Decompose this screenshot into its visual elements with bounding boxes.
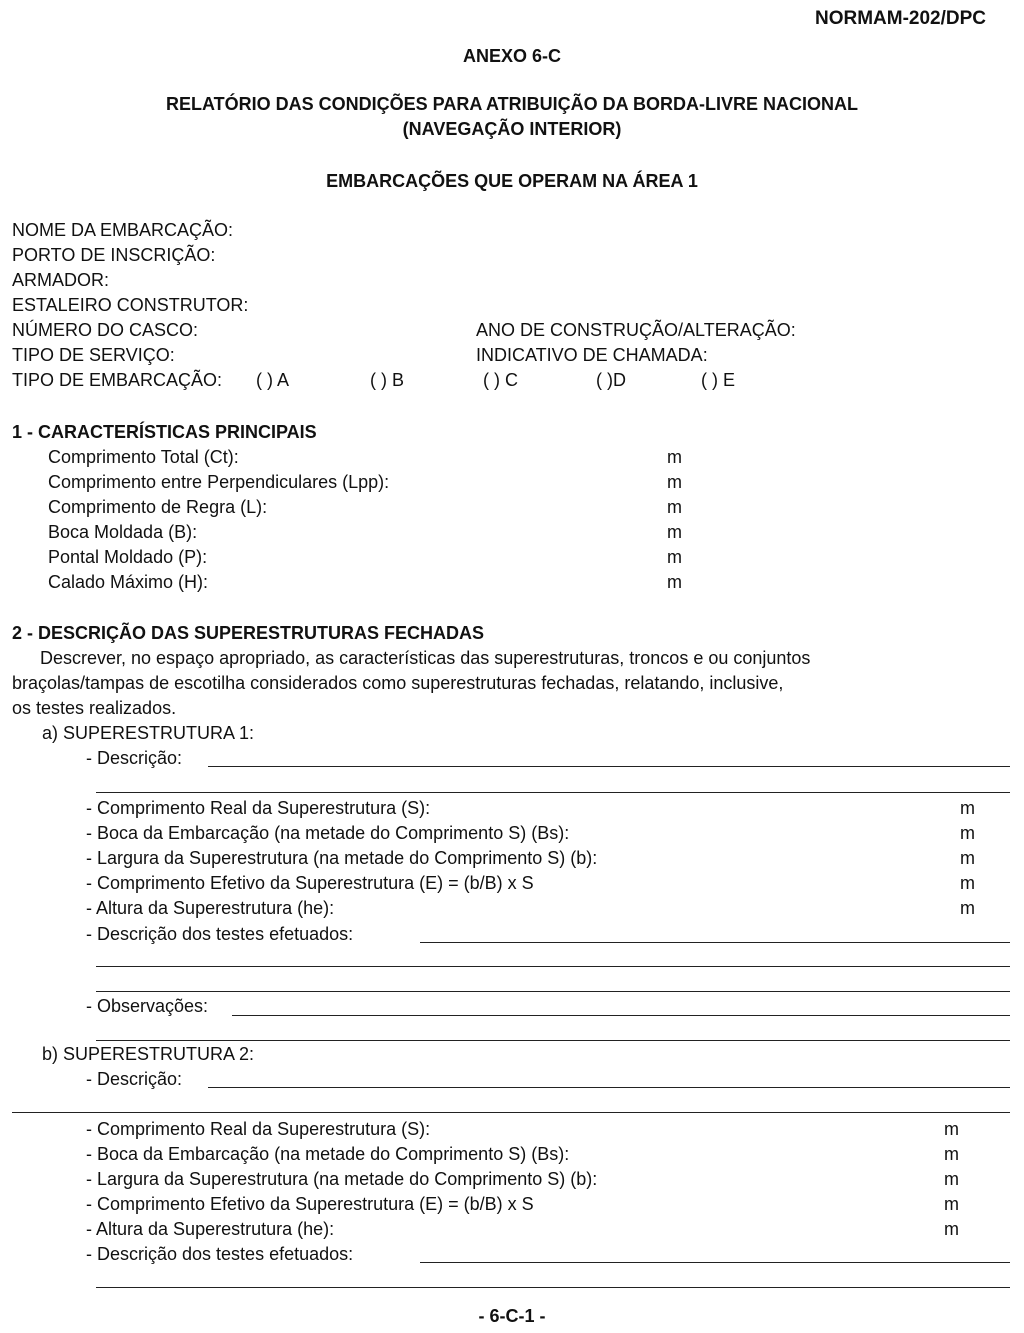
superstructure1-tests-field-3[interactable] <box>96 991 1010 992</box>
superstructure1-measure-label: - Comprimento Efetivo da Superestrutura (E) = (b/B) x S <box>86 873 534 893</box>
characteristic-unit: m <box>667 522 682 542</box>
superstructure2-measure-label: - Comprimento Real da Superestrutura (S): <box>86 1119 431 1139</box>
superstructure1-tests-label: - Descrição dos testes efetuados: <box>86 924 354 944</box>
owner-label: ARMADOR: <box>12 270 110 290</box>
characteristic-label: Comprimento de Regra (L): <box>48 497 268 517</box>
characteristic-unit: m <box>667 447 682 467</box>
superstructure2-tests-label: - Descrição dos testes efetuados: <box>86 1244 354 1264</box>
shipyard-label: ESTALEIRO CONSTRUTOR: <box>12 295 249 315</box>
superstructure2-measure-unit: m <box>944 1144 959 1164</box>
superstructure2-tests-field[interactable] <box>420 1262 1010 1263</box>
superstructure1-tests-field-2[interactable] <box>96 966 1010 967</box>
superstructure1-tests-field[interactable] <box>420 942 1010 943</box>
superstructure2-measure-unit: m <box>944 1169 959 1189</box>
page-number: - 6-C-1 - <box>478 1306 546 1326</box>
build-year-label: ANO DE CONSTRUÇÃO/ALTERAÇÃO: <box>476 320 796 340</box>
characteristic-label: Comprimento Total (Ct): <box>48 447 239 467</box>
characteristic-unit: m <box>667 572 682 592</box>
vessel-type-option-a[interactable]: ( ) A <box>256 370 290 390</box>
superstructure1-title: a) SUPERESTRUTURA 1: <box>42 723 255 743</box>
area-heading: EMBARCAÇÕES QUE OPERAM NA ÁREA 1 <box>326 171 698 191</box>
superstructure2-description-field[interactable] <box>208 1087 1010 1088</box>
document-code: NORMAM-202/DPC <box>814 8 986 29</box>
characteristic-unit: m <box>667 497 682 517</box>
superstructure2-measure-unit: m <box>944 1194 959 1214</box>
characteristic-unit: m <box>667 472 682 492</box>
annex-title: ANEXO 6-C <box>462 46 561 66</box>
superstructure1-measure-unit: m <box>960 898 975 918</box>
superstructure1-measure-label: - Largura da Superestrutura (na metade do Comprimento S) (b): <box>86 848 598 868</box>
hull-number-label: NÚMERO DO CASCO: <box>12 320 199 340</box>
superstructure2-measure-label: - Comprimento Efetivo da Superestrutura (E) = (b/B) x S <box>86 1194 534 1214</box>
superstructure1-observations-field[interactable] <box>232 1015 1010 1016</box>
superstructure1-measure-unit: m <box>960 873 975 893</box>
superstructure1-measure-unit: m <box>960 848 975 868</box>
characteristic-label: Comprimento entre Perpendiculares (Lpp): <box>48 472 390 492</box>
characteristic-unit: m <box>667 547 682 567</box>
characteristic-label: Boca Moldada (B): <box>48 522 198 542</box>
superstructure1-measure-label: - Comprimento Real da Superestrutura (S): <box>86 798 431 818</box>
report-subtitle: (NAVEGAÇÃO INTERIOR) <box>402 119 622 139</box>
vessel-type-option-c[interactable]: ( ) C <box>483 370 518 390</box>
superstructure1-description-label: - Descrição: <box>86 748 183 768</box>
section1-heading: 1 - CARACTERÍSTICAS PRINCIPAIS <box>12 422 317 442</box>
superstructure2-measure-unit: m <box>944 1219 959 1239</box>
superstructure1-measure-label: - Altura da Superestrutura (he): <box>86 898 335 918</box>
superstructure2-measure-unit: m <box>944 1119 959 1139</box>
section2-intro-line3: os testes realizados. <box>12 698 177 718</box>
vessel-name-label: NOME DA EMBARCAÇÃO: <box>12 220 234 240</box>
vessel-type-label: TIPO DE EMBARCAÇÃO: <box>12 370 223 390</box>
characteristic-label: Calado Máximo (H): <box>48 572 209 592</box>
superstructure2-measure-label: - Boca da Embarcação (na metade do Comprimento S) (Bs): <box>86 1144 570 1164</box>
superstructure2-measure-label: - Altura da Superestrutura (he): <box>86 1219 335 1239</box>
superstructure1-observations-label: - Observações: <box>86 996 209 1016</box>
superstructure1-measure-label: - Boca da Embarcação (na metade do Comprimento S) (Bs): <box>86 823 570 843</box>
port-label: PORTO DE INSCRIÇÃO: <box>12 245 216 265</box>
section2-intro-line2: braçolas/tampas de escotilha considerados como superestruturas fechadas, relatando, inclusive, <box>12 673 784 693</box>
vessel-type-option-d[interactable]: ( )D <box>596 370 626 390</box>
superstructure1-measure-unit: m <box>960 823 975 843</box>
vessel-type-option-b[interactable]: ( ) B <box>370 370 404 390</box>
superstructure2-description-field-2[interactable] <box>12 1112 1010 1113</box>
report-title: RELATÓRIO DAS CONDIÇÕES PARA ATRIBUIÇÃO DA BORDA-LIVRE NACIONAL <box>166 94 858 114</box>
service-type-label: TIPO DE SERVIÇO: <box>12 345 175 365</box>
section2-intro-line1: Descrever, no espaço apropriado, as características das superestruturas, troncos e ou conjuntos <box>40 648 811 668</box>
superstructure1-measure-unit: m <box>960 798 975 818</box>
superstructure2-measure-label: - Largura da Superestrutura (na metade do Comprimento S) (b): <box>86 1169 598 1189</box>
characteristic-label: Pontal Moldado (P): <box>48 547 208 567</box>
superstructure1-description-field-2[interactable] <box>96 792 1010 793</box>
superstructure2-description-label: - Descrição: <box>86 1069 183 1089</box>
section2-heading: 2 - DESCRIÇÃO DAS SUPERESTRUTURAS FECHADAS <box>12 623 485 643</box>
superstructure1-observations-field-2[interactable] <box>96 1040 1010 1041</box>
call-sign-label: INDICATIVO DE CHAMADA: <box>476 345 708 365</box>
superstructure2-tests-field-2[interactable] <box>96 1287 1010 1288</box>
superstructure2-title: b) SUPERESTRUTURA 2: <box>42 1044 255 1064</box>
superstructure1-description-field[interactable] <box>208 766 1010 767</box>
vessel-type-option-e[interactable]: ( ) E <box>701 370 735 390</box>
